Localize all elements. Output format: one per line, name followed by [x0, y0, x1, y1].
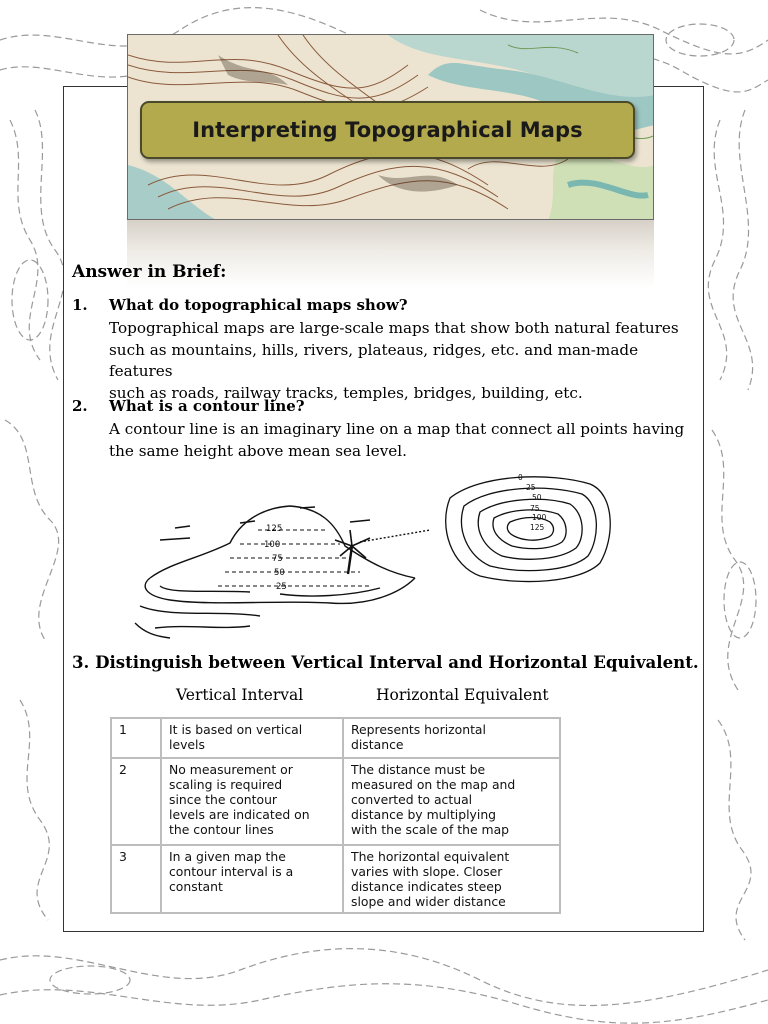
cell-line: The horizontal equivalent	[351, 849, 510, 864]
contour-level-label: 100	[532, 513, 547, 522]
question-1-text: What do topographical maps show?	[109, 296, 408, 314]
cell-line: distance by multiplying	[351, 807, 497, 822]
row-number: 1	[111, 718, 161, 758]
cell-line: converted to actual	[351, 792, 473, 807]
horizontal-equivalent-cell	[343, 845, 560, 913]
title-banner	[127, 34, 654, 220]
cell-line: constant	[169, 879, 223, 894]
horizontal-equivalent-cell	[343, 758, 560, 845]
cell-line: the contour lines	[169, 822, 274, 837]
answer-line: the same height above mean sea level.	[109, 441, 407, 460]
answer-line: A contour line is an imaginary line on a map that connect all points having	[109, 420, 685, 438]
hill-level-label: 25	[276, 582, 287, 592]
cell-line: In a given map the	[169, 849, 286, 864]
question-1-answer	[109, 318, 704, 404]
vertical-interval-cell	[161, 758, 343, 845]
contour-level-label: 75	[530, 504, 540, 513]
cell-line: The distance must be	[351, 762, 486, 777]
cell-line: Represents horizontal	[351, 722, 486, 737]
cell-line: with the scale of the map	[351, 822, 510, 837]
table-row	[111, 718, 560, 758]
hill-level-label: 125	[266, 524, 283, 534]
table-row	[111, 845, 560, 913]
section-heading: Answer in Brief:	[72, 262, 227, 282]
contour-level-label: 50	[532, 493, 542, 502]
hill-level-label: 75	[272, 554, 283, 564]
cell-line: since the contour	[169, 792, 278, 807]
contour-illustration	[130, 468, 620, 640]
contour-level-label: 125	[530, 523, 545, 532]
cell-line: contour interval is a	[169, 864, 294, 879]
banner-title-plate	[140, 101, 635, 159]
row-number: 3	[111, 845, 161, 913]
hill-level-label: 50	[274, 568, 285, 578]
horizontal-equivalent-cell	[343, 718, 560, 758]
cell-line: No measurement or	[169, 762, 293, 777]
vertical-interval-cell	[161, 845, 343, 913]
answer-line: such as roads, railway tracks, temples, bridges, building, etc.	[109, 383, 583, 402]
answer-line: Topographical maps are large-scale maps that show both natural features	[109, 319, 679, 337]
question-1-number: 1.	[72, 296, 88, 314]
column-heading-vertical-interval: Vertical Interval	[176, 686, 304, 704]
question-2-number: 2.	[72, 397, 88, 415]
banner-title: Interpreting Topographical Maps	[192, 118, 583, 142]
comparison-table	[110, 717, 561, 914]
vertical-interval-cell	[161, 718, 343, 758]
cell-line: levels are indicated on	[169, 807, 310, 822]
table-row	[111, 758, 560, 845]
contour-map-sketch	[446, 477, 611, 582]
question-3-heading: 3. Distinguish between Vertical Interval and Horizontal Equivalent.	[72, 652, 699, 672]
cell-line: levels	[169, 737, 205, 752]
cell-line: It is based on vertical	[169, 722, 303, 737]
cell-line: varies with slope. Closer	[351, 864, 503, 879]
cell-line: distance	[351, 737, 404, 752]
contour-level-label: 25	[526, 483, 536, 492]
question-2-answer	[109, 419, 704, 462]
cell-line: measured on the map and	[351, 777, 516, 792]
hill-level-label: 100	[264, 540, 281, 550]
column-heading-horizontal-equivalent: Horizontal Equivalent	[376, 686, 549, 704]
cell-line: distance indicates steep	[351, 879, 502, 894]
cell-line: slope and wider distance	[351, 894, 506, 909]
cell-line: scaling is required	[169, 777, 283, 792]
contour-level-label: 0	[518, 473, 523, 482]
answer-line: such as mountains, hills, rivers, plateaus, ridges, etc. and man-made features	[109, 340, 639, 380]
row-number: 2	[111, 758, 161, 845]
question-2-text: What is a contour line?	[109, 397, 305, 415]
